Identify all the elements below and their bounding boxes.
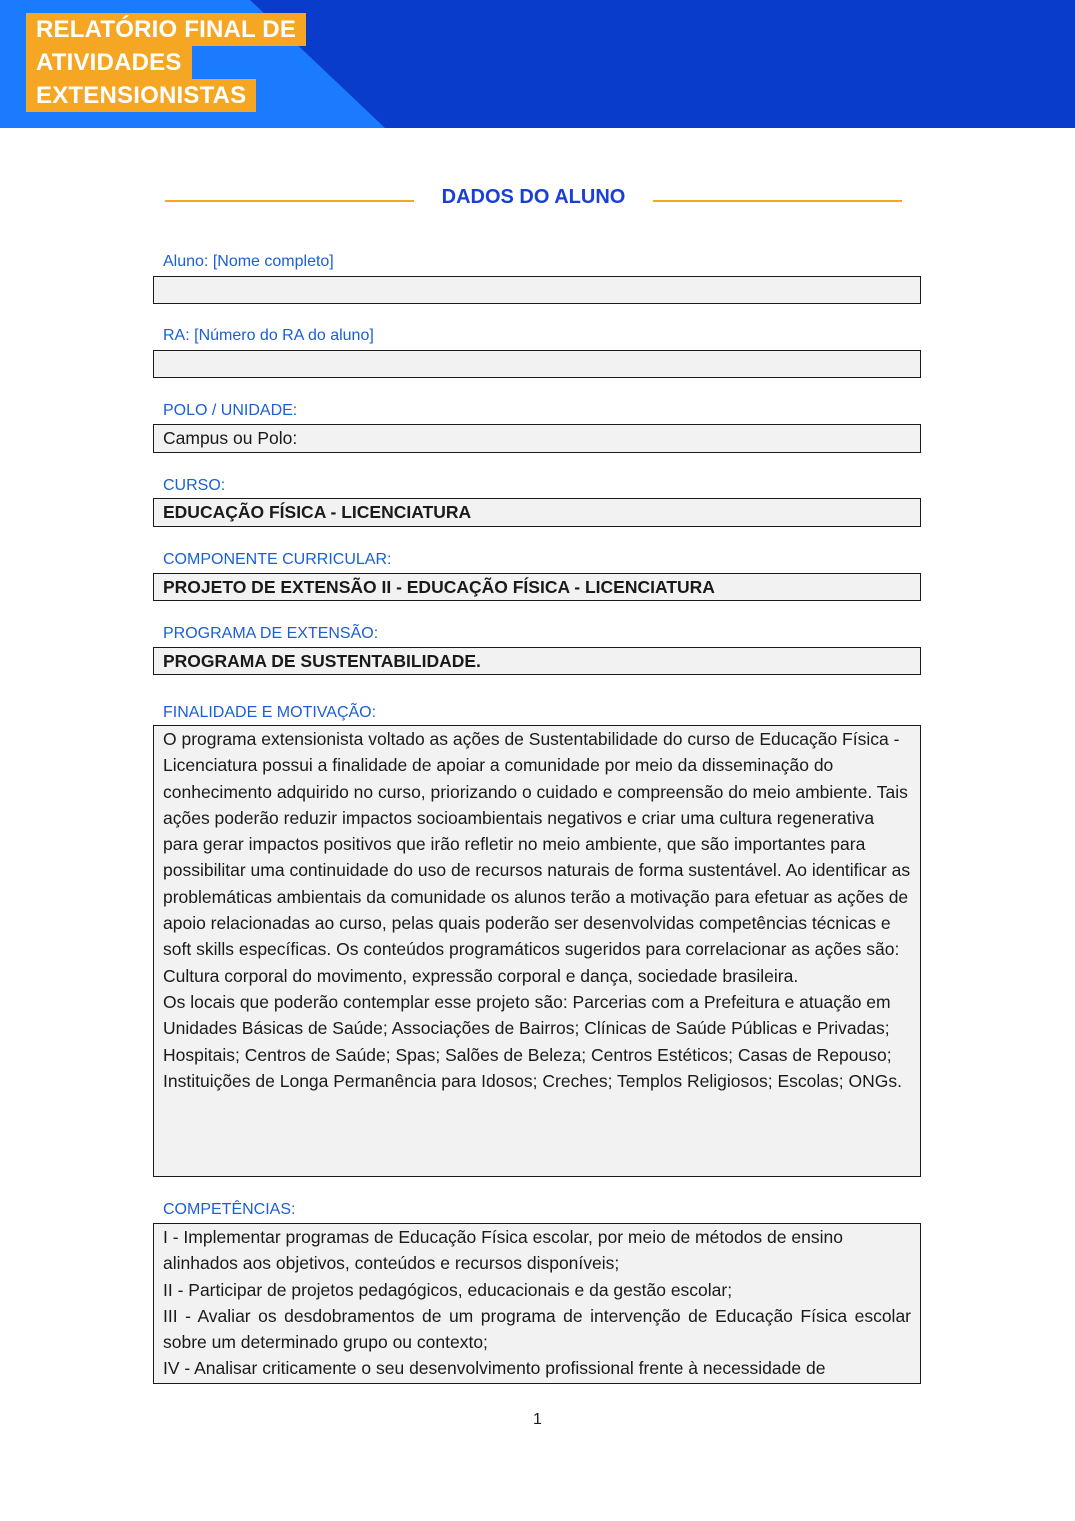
report-title-line: ATIVIDADES bbox=[26, 46, 192, 79]
competencia-item: IV - Analisar criticamente o seu desenvolvimento profissional frente à necessidade de bbox=[163, 1358, 826, 1379]
finalidade-paragraph: Os locais que poderão contemplar esse projeto são: Parcerias com a Prefeitura e atuação em Unidades Básicas de Saúde; Associações de Bairros; Clínicas de Saúde Públicas e Privadas; Hospitais; Centros de Saúde; Spas; Salões de Beleza; Centros Estéticos; Casas de Repouso; Instituições de Longa Permanência para Idosos; Creches; Templos Religiosos; Escolas; ONGs. bbox=[163, 991, 902, 1091]
ra-label: RA: [Número do RA do aluno] bbox=[163, 327, 374, 344]
finalidade-label: FINALIDADE E MOTIVAÇÃO: bbox=[163, 704, 377, 721]
aluno-field[interactable] bbox=[153, 276, 921, 304]
componente-field[interactable]: PROJETO DE EXTENSÃO II - EDUCAÇÃO FÍSICA - LICENCIATURA bbox=[153, 573, 921, 601]
finalidade-paragraph: O programa extensionista voltado as ações de Sustentabilidade do curso de Educação Física - Licenciatura possui a finalidade de apoiar a comunidade por meio da disseminação do conhecimento adquirido no curso, priorizando o cuidado e compreensão do meio ambiente. Tais ações poderão reduzir impactos socioambientais negativos e criar uma cultura regenerativa para gerar impactos positivos que irão refletir no meio ambiente, que são importantes para possibilitar uma continuidade do uso de recursos naturais de forma sustentável. Ao identificar as problemáticas ambientais da comunidade os alunos terão a motivação para efetuar as ações de apoio relacionadas ao curso, pelas quais poderão ser desenvolvidas competências técnicas e soft skills específicas. Os conteúdos programáticos sugeridos para correlacionar as ações são: Cultura corporal do movimento, expressão corporal e dança, sociedade brasileira. bbox=[163, 729, 911, 986]
section-heading bbox=[165, 186, 902, 212]
report-title bbox=[26, 13, 306, 112]
ra-field[interactable] bbox=[153, 350, 921, 378]
competencias-field[interactable] bbox=[153, 1223, 921, 1384]
polo-field[interactable]: Campus ou Polo: bbox=[153, 424, 921, 453]
polo-label: POLO / UNIDADE: bbox=[163, 402, 298, 419]
page-number: 1 bbox=[533, 1411, 542, 1428]
report-title-line: EXTENSIONISTAS bbox=[26, 79, 256, 112]
competencia-item: II - Participar de projetos pedagógicos, educacionais e da gestão escolar; bbox=[163, 1279, 733, 1300]
competencia-item: I - Implementar programas de Educação Física escolar, por meio de métodos de ensino alinhados aos objetivos, conteúdos e recursos disponíveis; bbox=[163, 1227, 843, 1274]
curso-label: CURSO: bbox=[163, 477, 226, 494]
competencia-item: III - Avaliar os desdobramentos de um programa de intervenção de Educação Física escolar sobre um determinado grupo ou contexto; bbox=[163, 1305, 911, 1353]
section-title: DADOS DO ALUNO bbox=[441, 186, 626, 208]
programa-label: PROGRAMA DE EXTENSÃO: bbox=[163, 625, 379, 642]
curso-field[interactable]: EDUCAÇÃO FÍSICA - LICENCIATURA bbox=[153, 498, 921, 527]
programa-field[interactable]: PROGRAMA DE SUSTENTABILIDADE. bbox=[153, 647, 921, 675]
aluno-label: Aluno: [Nome completo] bbox=[163, 253, 334, 270]
componente-label: COMPONENTE CURRICULAR: bbox=[163, 551, 392, 568]
report-title-line: RELATÓRIO FINAL DE bbox=[26, 13, 306, 46]
header-banner bbox=[0, 0, 1075, 128]
finalidade-field[interactable] bbox=[153, 725, 921, 1177]
heading-rule-right bbox=[653, 200, 902, 202]
competencias-label: COMPETÊNCIAS: bbox=[163, 1201, 296, 1218]
